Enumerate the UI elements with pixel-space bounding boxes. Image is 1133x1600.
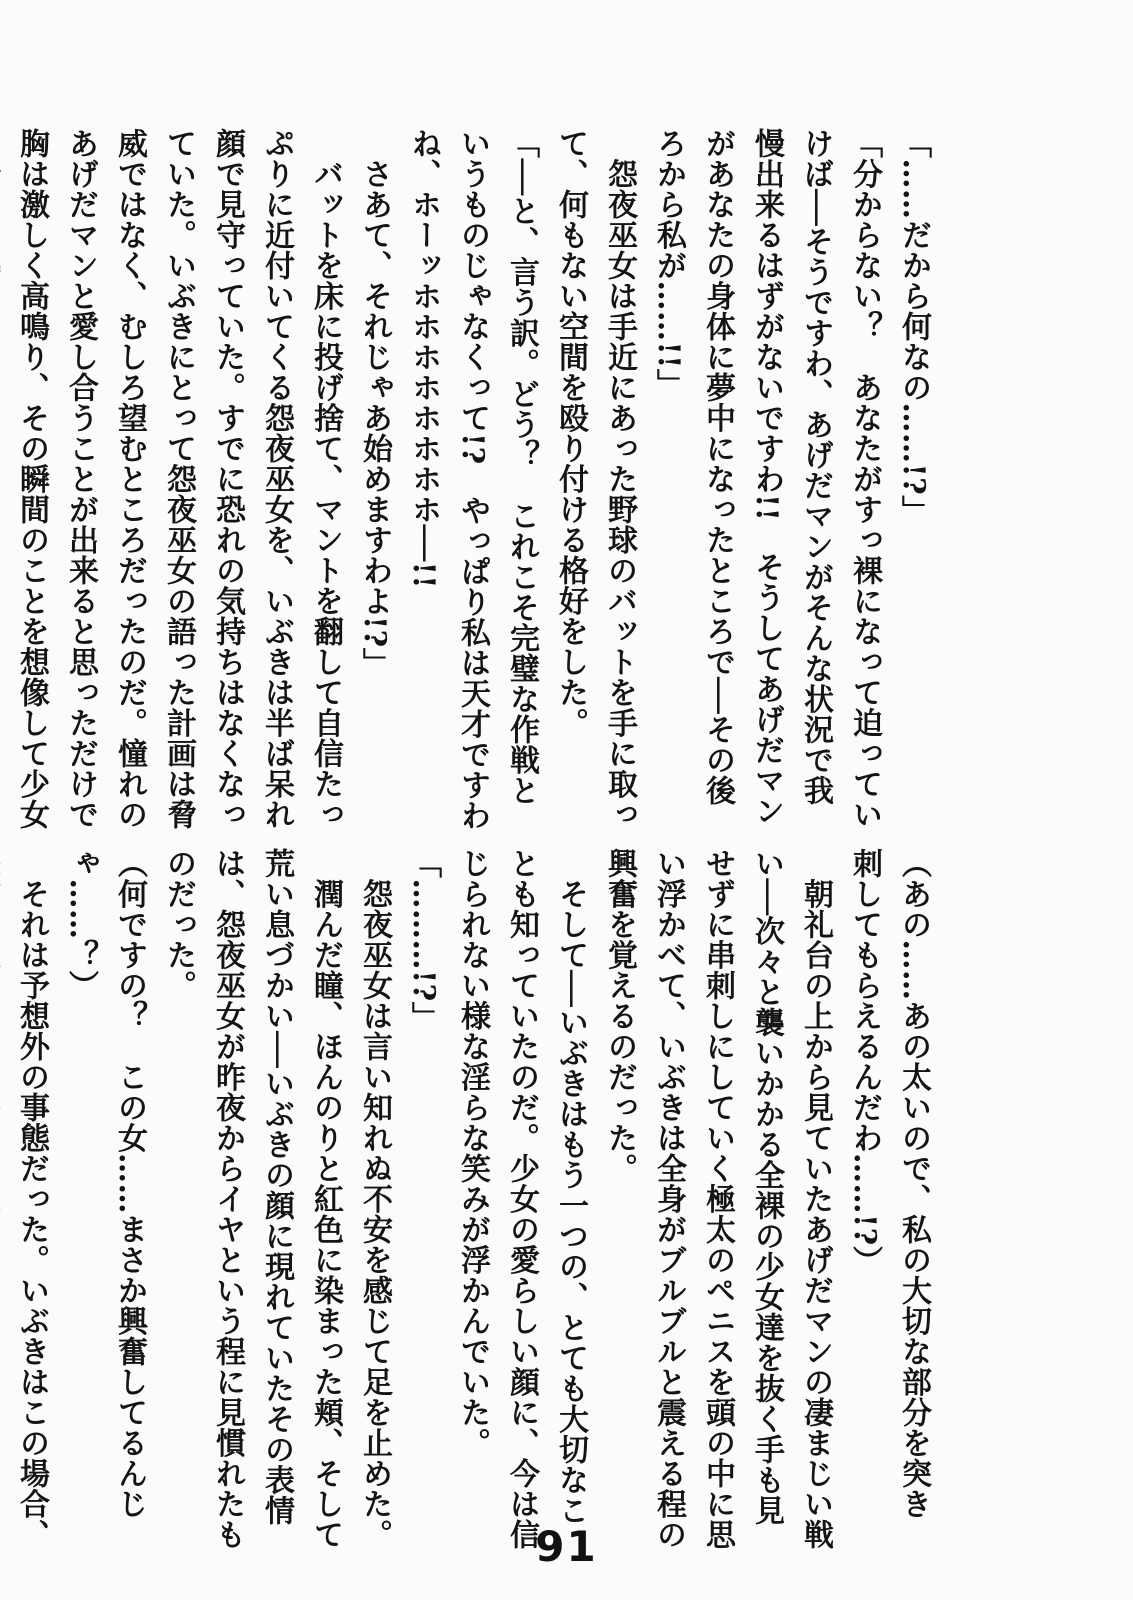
text-line: い──次々と襲いかかる全裸の少女達を抜く手も見 [749,848,784,1526]
text-line: 潤んだ瞳、ほんのりと紅色に染まった頬、そして [308,848,343,1550]
page-number: 91 [535,1522,598,1571]
text-line: があなたの身体に夢中になったところで──その後 [700,128,735,806]
text-line: バットを床に投げ捨て、マントを翻して自信たっ [308,128,343,830]
text-line: （何ですの？ この女……まさか興奮してるんじ [112,848,147,1519]
text-line: 怨夜巫女は手近にあった野球のバットを手に取っ [602,128,637,830]
text-line: あげだマンと愛し合うことが出来ると思っただけで [63,128,98,830]
text-line [0,128,7,778]
text-line: 「分からない？ あなたがすっ裸になって迫ってい [847,128,882,830]
text-line: 顔で見守っていた。すでに恐れの気持ちはなくなっ [210,128,245,830]
text-line: い浮かべて、いぶきは全身がブルブルと震える程の [651,848,686,1550]
text-line: は、怨夜巫女が昨夜からイヤという程に見慣れたも [210,848,245,1550]
text-line: けば──そうですわ、あげだマンがそんな状況で我 [798,128,833,806]
upper-text-block [0,128,938,831]
text-line: それは予想外の事態だった。いぶきはこの場合、 [14,848,49,1550]
text-line: ね、ホーッホホホホホホホホ──!! [406,128,441,589]
text-line: そして──いぶきはもう一つの、とても大切なこ [553,848,588,1526]
text-line: 怨夜巫女は言い知れぬ不安を感じて足を止めた。 [357,848,392,1550]
text-line: さあて、それじゃあ始めますわよ!?」 [357,128,392,679]
text-line: 威ではなく、むしろ望むところだったのだ。憧れの [112,128,147,830]
text-line: ろから私が……!!」 [651,128,686,400]
text-line: ゃ……？） [63,848,98,1001]
text-line: 「………!?」 [406,848,441,1033]
text-line: 興奮を覚えるのだった。 [602,848,637,1184]
text-line: ぷりに近付いてくる怨夜巫女を、いぶきは半ば呆れ [259,128,294,830]
text-line: 「──と、言う訳。どう？ これこそ完璧な作戦と [504,128,539,806]
text-line: 胸は激しく高鳴り、その瞬間のことを想像して少女 [14,128,49,830]
text-line: いうものじゃなくって!? やっぱり私は天才ですわ [455,128,490,831]
text-line: 慢出来るはずがないですわ!! そうしてあげだマン [749,128,784,827]
text-line: とも知っていたのだ。少女の愛らしい顔に、今は信 [504,848,539,1550]
text-line: せずに串刺しにしていく極太のペニスを頭の中に思 [700,848,735,1550]
text-line: のだった。 [161,848,196,1001]
text-line: じられない様な淫らな笑みが浮かんでいた。 [455,848,490,1458]
text-line: 荒い息づかい──いぶきの顔に現れていたその表情 [259,848,294,1526]
text-line: 朝礼台の上から見ていたあげだマンの凄まじい戦 [798,848,833,1550]
text-line: 「……だから何なの……!?」 [896,128,931,526]
text-line: て、何もない空間を殴り付ける格好をした。 [553,128,588,738]
text-line: 刺してもらえるんだわ……!?） [847,848,882,1277]
text-line: ていた。いぶきにとって怨夜巫女の語った計画は脅 [161,128,196,830]
text-line [0,848,7,1498]
text-line: （あの……あの太いので、私の大切な部分を突き [896,848,931,1519]
